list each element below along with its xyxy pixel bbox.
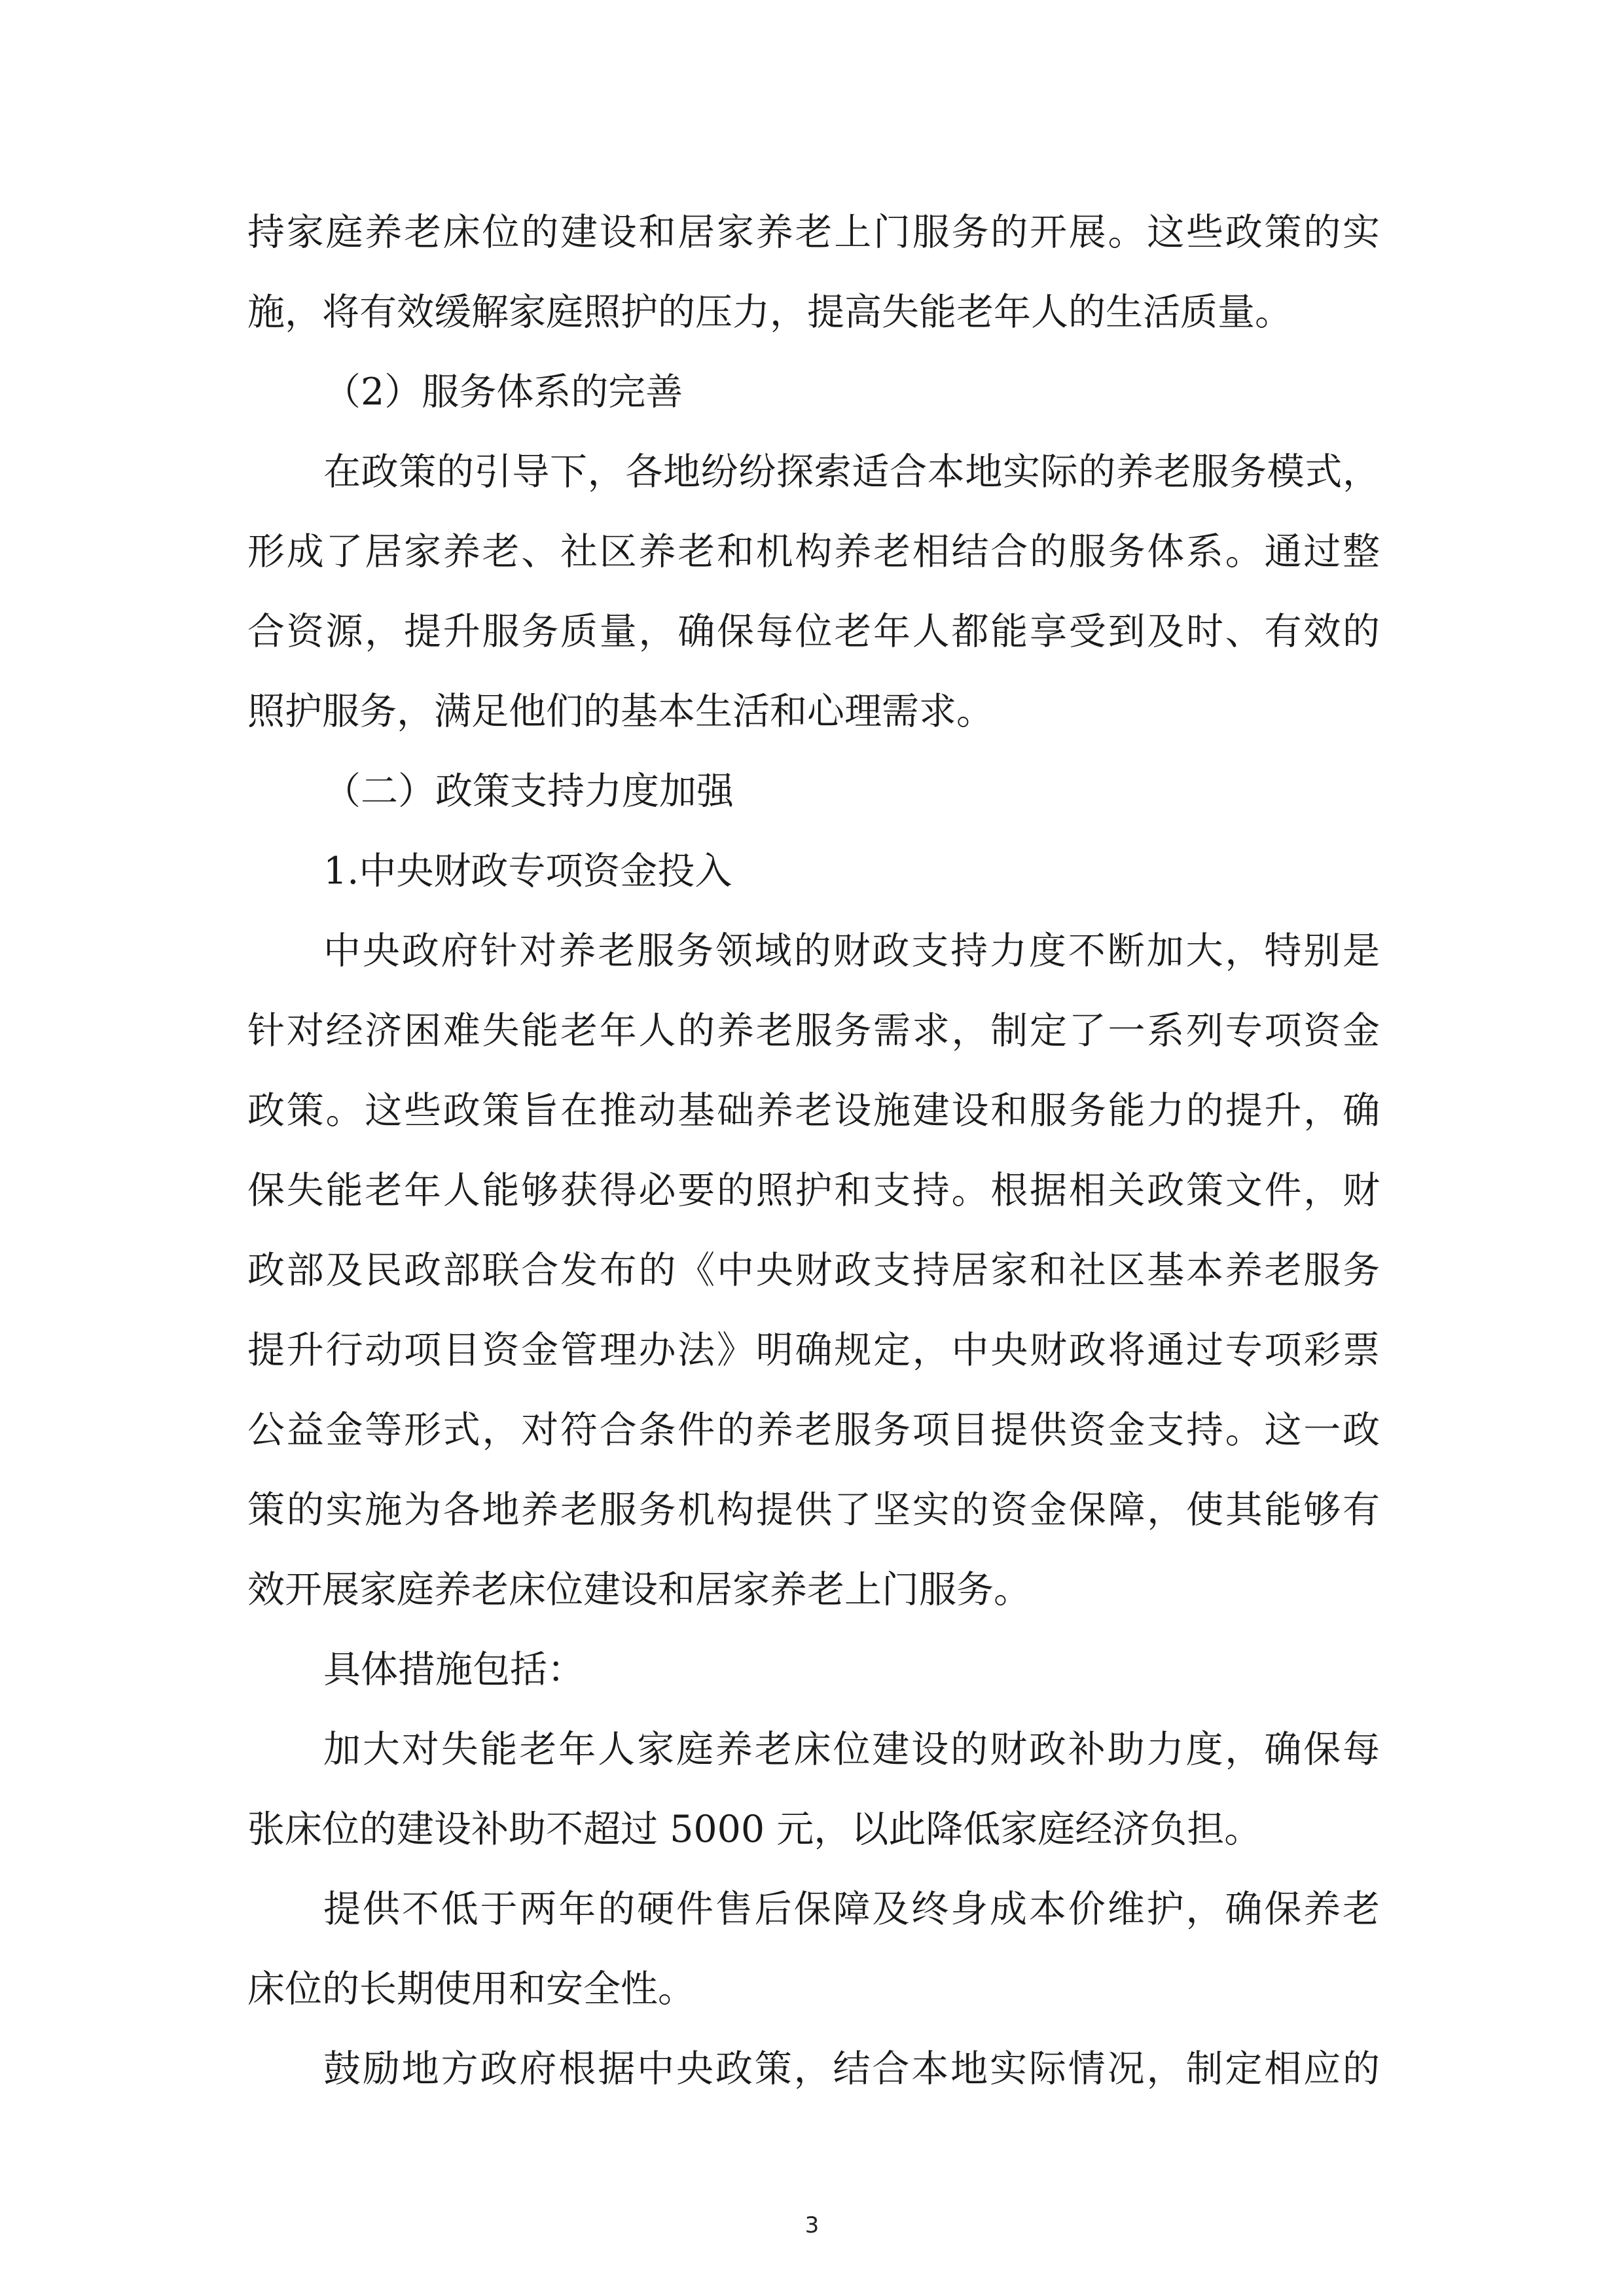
paragraph-line: 鼓励地方政府根据中央政策，结合本地实际情况，制定相应的 [323,2047,1380,2090]
paragraph-line: 持家庭养老床位的建设和居家养老上门服务的开展。这些政策的实 [247,211,1380,254]
page-number: 3 [804,2212,820,2238]
paragraph-line: 床位的长期使用和安全性。 [247,1967,695,2011]
paragraph-line: 具体措施包括： [323,1648,585,1691]
paragraph-line: 公益金等形式，对符合条件的养老服务项目提供资金支持。这一政 [247,1408,1380,1452]
paragraph-line: 合资源，提升服务质量，确保每位老年人都能享受到及时、有效的 [247,610,1380,653]
paragraph-line: 政策。这些政策旨在推动基础养老设施建设和服务能力的提升，确 [247,1089,1380,1132]
paragraph-line: 施，将有效缓解家庭照护的压力，提高失能老年人的生活质量。 [247,291,1292,334]
paragraph-line: 在政策的引导下，各地纷纷探索适合本地实际的养老服务模式， [323,450,1380,493]
paragraph-line: 提供不低于两年的硬件售后保障及终身成本价维护，确保养老 [323,1888,1380,1931]
paragraph-line: 加大对失能老年人家庭养老床位建设的财政补助力度，确保每 [323,1728,1380,1771]
paragraph-line: 形成了居家养老、社区养老和机构养老相结合的服务体系。通过整 [247,530,1380,573]
paragraph-line: 中央政府针对养老服务领域的财政支持力度不断加大，特别是 [323,929,1380,973]
section-heading: （二）政策支持力度加强 [323,770,734,813]
paragraph-line: 策的实施为各地养老服务机构提供了坚实的资金保障，使其能够有 [247,1488,1380,1532]
section-subheading: （2）服务体系的完善 [323,370,683,414]
paragraph-line: 针对经济困难失能老年人的养老服务需求，制定了一系列专项资金 [247,1009,1380,1052]
paragraph-line: 提升行动项目资金管理办法》明确规定，中央财政将通过专项彩票 [247,1329,1380,1372]
paragraph-line: 张床位的建设补助不超过 5000 元，以此降低家庭经济负担。 [247,1808,1262,1851]
paragraph-line: 照护服务，满足他们的基本生活和心理需求。 [247,690,994,733]
paragraph-line: 效开展家庭养老床位建设和居家养老上门服务。 [247,1568,1031,1611]
paragraph-line: 保失能老年人能够获得必要的照护和支持。根据相关政策文件，财 [247,1169,1380,1212]
subsection-heading: 1.中央财政专项资金投入 [323,850,732,893]
paragraph-line: 政部及民政部联合发布的《中央财政支持居家和社区基本养老服务 [247,1249,1380,1292]
